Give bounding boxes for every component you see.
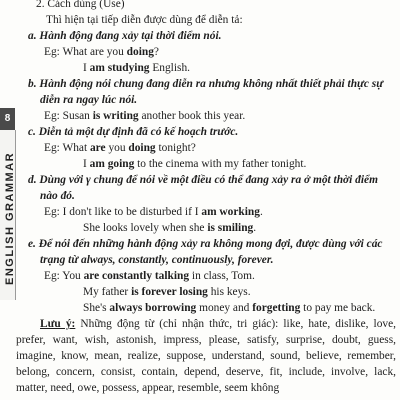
note-label: Lưu ý: [40,318,76,330]
page-content [16,0,396,396]
example-line: Eg: What are you doing tonight? [44,142,196,154]
example-line: She looks lovely when she is smiling. [83,222,257,234]
case-b-title: b. Hành động nói chung đang diễn ra nhưng không nhất thiết phải thực sự diễn ra ngay lúc nói. [28,78,384,106]
case-e-title: e. Để nói đến những hành động xảy ra không mong đợi, được dùng với các trạng từ always, constantly, continuously, forever. [28,238,383,266]
example-line: I am going to the cinema with my father tonight. [83,158,307,170]
note-text: Những động từ (chỉ nhận thức, tri giác): like, hate, dislike, love, prefer, want, wish, astonish, impress, please, satisfy, surprise, doubt, guess, imagine, know, mean, realize, suppose, understand, sound, believe, remember, belong, concern, consist, contain, depend, deserve, fit, include, involve, lack, matter, need, owe, possess, appear, resemble, seem không [16,318,396,394]
case-d-title: d. Dùng với γ chung để nói về một điều có thể đang xảy ra ở một thời điểm nào đó. [28,174,378,202]
example-line: My father is forever losing his keys. [83,286,251,298]
example-line: I am studying English. [83,62,190,74]
intro-text: Thì hiện tại tiếp diễn được dùng để diễn tả: [46,14,243,26]
example-line: Eg: I don't like to be disturbed if I am working. [44,206,263,218]
case-a-title: a. Hành động đang xảy tại thời điểm nói. [28,30,222,42]
section-heading: 2. Cách dùng (Use) [36,0,125,10]
usage-note [16,316,396,396]
book-title: ENGLISH GRAMMAR [4,151,16,285]
example-line: Eg: Susan is writing another book this year. [44,110,246,122]
example-line: Eg: You are constantly talking in class, Tom. [44,270,255,282]
example-line: Eg: What are you doing? [44,46,159,58]
page-number-tab [0,108,15,130]
example-line: She's always borrowing money and forgetting to pay me back. [83,302,376,314]
page-number: 8 [4,113,11,124]
case-c-title: c. Diễn tả một dự định đã có kế hoạch trước. [28,126,239,138]
